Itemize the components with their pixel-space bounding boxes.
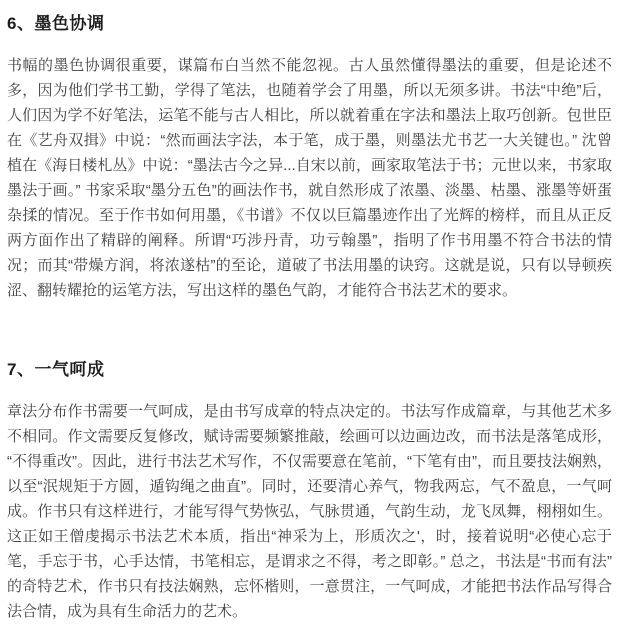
section-heading: 7、一气呵成 (7, 360, 105, 379)
section-one-continuous-flow (7, 359, 612, 624)
section-body-text: 章法分布作书需要一气呵成，是由书写成章的特点决定的。书法写作成篇章，与其他艺术多不相同。作文需要反复修改，赋诗需要频繁推敲，绘画可以边画边改，而书法是落笔成形，“不得重改”。因此，进行书法艺术写作，不仅需要意在笔前，“下笔有由”，而且要技法娴熟，以至“泯规矩于方圆，遁钩绳之曲直”。同时，还要清心养气，物我两忘，气不盈息，一气呵成。作书只有这样进行，才能写得气势恢弘，气脉贯通，气韵生动，龙飞凤舞，栩栩如生。这正如王僧虔揭示书法艺术本质，指出“神采为上，形质次之'，时，接着说明“必使心忘于笔，手忘于书，心手达情，书笔相忘，是谓求之不得，考之即彰。” 总之，书法是“书而有法”的奇特艺术，作书只有技法娴熟，忘怀楷则，一意贯注，一气呵成，才能把书法作品写得合法合情，成为具有生命活力的艺术。 (7, 403, 612, 620)
section-ink-color-coordination (7, 13, 612, 303)
section-body-text: 书幅的墨色协调很重要，谋篇布白当然不能忽视。古人虽然懂得墨法的重要，但是论述不多，因为他们学书工勤，学得了笔法，也随着学会了用墨，所以无须多讲。书法“中绝”后，人们因为学不好笔法，运笔不能与古人相比，所以就着重在字法和墨法上取巧创新。包世臣在《艺舟双揖》中说：“然而画法字法，本于笔，成于墨，则墨法尤书艺一大关键也。” 沈曾植在《海日楼札丛》中说：“墨法古今之异...自宋以前，画家取笔法于书；元世以来，书家取墨法于画。” 书家采取“墨分五色”的画法作书，就自然形成了浓墨、淡墨、枯墨、涨墨等妍蛋杂揉的情况。至于作书如何用墨，《书谱》不仅以巨篇墨迹作出了光辉的榜样，而且从正反两方面作出了精辟的阐释。所谓“巧涉丹青，功亏翰墨”，指明了作书用墨不符合书法的情况；而其“带燥方润，将浓遂枯”的至论，道破了书法用墨的诀窍。这就是说，只有以导顿疾涩、翻转耀抢的运笔方法，写出这样的墨色气韵，才能符合书法艺术的要求。 (7, 57, 612, 299)
section-heading: 6、墨色协调 (7, 14, 105, 33)
